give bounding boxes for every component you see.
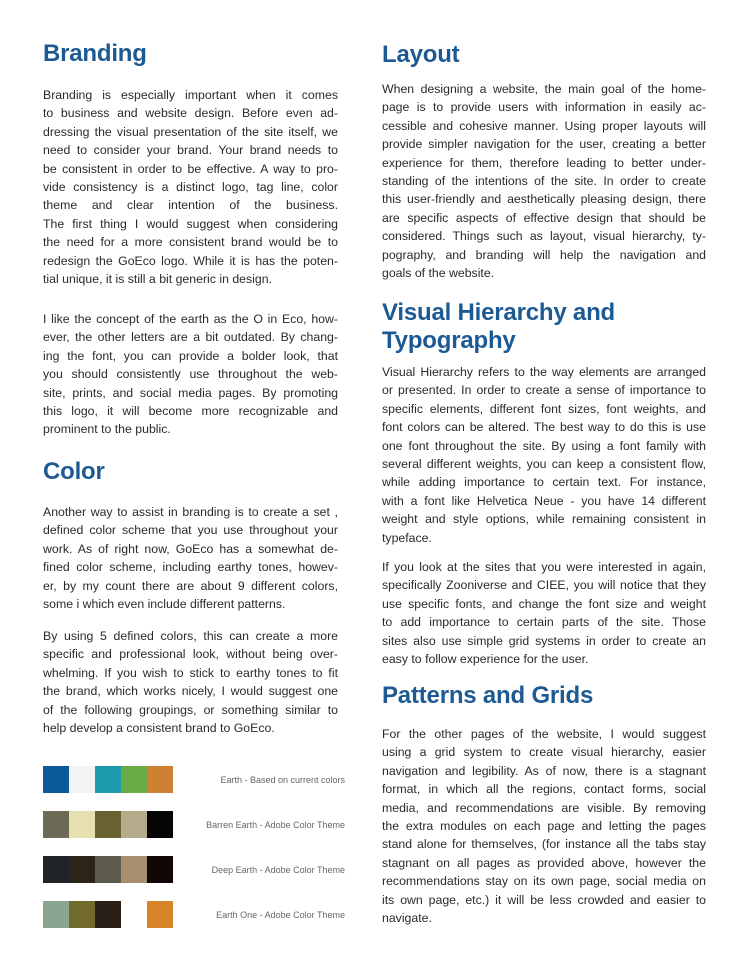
text-line: specific elements, different font sizes, font weights, and xyxy=(382,401,706,416)
text-line: cessible and cohesive manner. Using proper layouts will xyxy=(382,118,706,133)
text-line: this logo, it will become more recognizable and xyxy=(43,404,338,419)
branding-paragraph-2 xyxy=(43,310,338,439)
text-line: the brand, which works nicely, I would suggest one xyxy=(43,684,338,699)
color-swatch xyxy=(69,856,95,883)
text-line: media, and recommendations are visible. By removing xyxy=(382,800,706,815)
palette-label: Earth - Based on current colors xyxy=(220,774,345,785)
palette-label: Barren Earth - Adobe Color Theme xyxy=(206,819,345,830)
text-line: of the following groupings, or something similar to xyxy=(43,702,338,717)
text-line: the extra modules on each page and letting the pages xyxy=(382,819,706,834)
text-line: navigation and legibility. As of now, there is a stagnant xyxy=(382,763,706,778)
patterns-paragraph xyxy=(382,725,706,927)
color-swatch xyxy=(95,811,121,838)
palette-row xyxy=(43,856,345,883)
color-swatch xyxy=(147,901,173,928)
color-swatch xyxy=(43,856,69,883)
text-line: with a font like Helvetica Neue - you have 14 different xyxy=(382,493,706,508)
text-line: The first thing I would suggest when considering xyxy=(43,216,338,231)
text-line: several different weights, you can keep a consistent flow, xyxy=(382,457,706,472)
color-swatch xyxy=(147,766,173,793)
palette-row xyxy=(43,811,345,838)
text-line: By using 5 defined colors, this can create a more xyxy=(43,629,338,643)
color-paragraph-1 xyxy=(43,503,338,613)
palette-row xyxy=(43,766,345,793)
text-line: format, in which all the regions, contact forms, social xyxy=(382,782,706,797)
text-line: standing of the intentions of the site. In order to create xyxy=(382,174,706,189)
text-line: vide consistency is a distinct logo, tag line, color xyxy=(43,180,338,195)
text-line: font colors can be altered. The best way to do this is use xyxy=(382,420,706,435)
hierarchy-paragraph-1 xyxy=(382,363,706,547)
text-line: defined color scheme that you use throughout your xyxy=(43,523,338,538)
text-line: prominent to the public. xyxy=(43,422,171,437)
layout-heading: Layout xyxy=(382,41,460,68)
text-line: typeface. xyxy=(382,530,432,545)
color-swatch xyxy=(121,856,147,883)
text-line: some i which even include different patterns. xyxy=(43,597,286,612)
text-line: site, prints, and social media pages. By promoting xyxy=(43,385,338,400)
text-line: stagnant on all pages as provided above, however the xyxy=(382,855,706,870)
text-line: or presented. In order to create a sense of importance to xyxy=(382,383,706,398)
palette-label: Earth One - Adobe Color Theme xyxy=(216,909,345,920)
text-line: When designing a website, the main goal of the home- xyxy=(382,82,706,96)
color-swatch xyxy=(95,766,121,793)
text-line: If you look at the sites that you were interested in again, xyxy=(382,560,706,574)
color-swatch xyxy=(69,901,95,928)
text-line: I like the concept of the earth as the O in Eco, how- xyxy=(43,312,338,326)
palette-row xyxy=(43,901,345,928)
color-swatch xyxy=(69,811,95,838)
text-line: goals of the website. xyxy=(382,266,495,281)
text-line: er, by my count there are about 9 different colors, xyxy=(43,578,338,593)
text-line: dressing the visual presentation of the site itself, we xyxy=(43,124,338,139)
color-swatch xyxy=(43,901,69,928)
text-line: are specific aspects of effective design that should be xyxy=(382,210,706,225)
text-line: you should consistently use throughout the web- xyxy=(43,367,338,382)
palette-label: Deep Earth - Adobe Color Theme xyxy=(211,864,345,875)
text-line: recommendations stay on its own page, social media on xyxy=(382,874,706,889)
hierarchy-heading-line-2: Typography xyxy=(382,327,516,354)
text-line: the need for a more consistent brand would be to xyxy=(43,235,338,250)
color-swatch xyxy=(147,856,173,883)
text-line: ing the font, you can provide a bolder look, that xyxy=(43,348,338,363)
color-swatch xyxy=(147,811,173,838)
text-line: its own page, etc.) it will be less crowded and easier to xyxy=(382,892,706,907)
text-line: to business and website design. Before even ad- xyxy=(43,106,338,121)
text-line: Branding is especially important when it comes xyxy=(43,88,338,102)
text-line: be consistent in order to be effective. A way to pro- xyxy=(43,161,338,176)
text-line: For the other pages of the website, I would suggest xyxy=(382,727,706,741)
text-line: while adding importance to certain text. For instance, xyxy=(382,475,706,490)
text-line: easy to follow experience for the user. xyxy=(382,652,589,667)
text-line: using a grid system to create visual hierarchy, easier xyxy=(382,745,706,760)
text-line: need to consider your brand. Your brand needs to xyxy=(43,143,338,158)
layout-paragraph xyxy=(382,80,706,282)
color-swatch xyxy=(95,901,121,928)
text-line: help develop a consistent brand to GoEco. xyxy=(43,721,275,736)
text-line: one font throughout the site. By using a font family with xyxy=(382,438,706,453)
text-line: tial unique, it is still a bit generic in design. xyxy=(43,272,272,287)
text-line: pography, and branding will help the navigation and xyxy=(382,247,706,262)
color-swatch xyxy=(43,766,69,793)
text-line: fined color scheme, including earthy tones, howev- xyxy=(43,560,338,575)
text-line: stand alone for themselves, (for instance all the tabs stay xyxy=(382,837,706,852)
text-line: use specific fonts, and change the font size and weight xyxy=(382,596,706,611)
text-line: page is to provide users with information in easily ac- xyxy=(382,100,706,115)
color-swatch xyxy=(121,901,147,928)
text-line: experience for them, therefore leading to better under- xyxy=(382,155,706,170)
color-paragraph-2 xyxy=(43,627,338,737)
color-swatch xyxy=(43,811,69,838)
text-line: redesign the GoEco logo. While it is has the poten- xyxy=(43,253,338,268)
text-line: theme and clear intention of the business. xyxy=(43,198,338,213)
hierarchy-paragraph-2 xyxy=(382,558,706,668)
text-line: considered. Things such as layout, visual hierarchy, ty- xyxy=(382,229,706,244)
text-line: ever, the other letters are a bit outdated. By chang- xyxy=(43,330,338,345)
text-line: specifically Zooniverse and CIEE, you will notice that they xyxy=(382,578,706,593)
hierarchy-heading-line-1: Visual Hierarchy and xyxy=(382,299,616,326)
color-heading: Color xyxy=(43,458,105,485)
branding-paragraph-1 xyxy=(43,86,338,288)
color-swatch xyxy=(95,856,121,883)
text-line: weight and style options, while remaining consistent in xyxy=(382,512,706,527)
patterns-heading: Patterns and Grids xyxy=(382,682,594,709)
text-line: to add importance to certain parts of the site. Those xyxy=(382,615,706,630)
text-line: Visual Hierarchy refers to the way elements are arranged xyxy=(382,365,706,379)
color-swatch xyxy=(121,811,147,838)
text-line: Another way to assist in branding is to create a set , xyxy=(43,505,338,519)
text-line: whelming. If you wish to stick to earthy tones to fit xyxy=(43,665,338,680)
text-line: sites also use simple grid systems in order to create an xyxy=(382,633,706,648)
color-swatch xyxy=(69,766,95,793)
text-line: work. As of right now, GoEco has a somewhat de- xyxy=(43,541,338,556)
text-line: this user-friendly and aesthetically pleasing design, there xyxy=(382,192,706,207)
text-line: navigate. xyxy=(382,911,432,926)
branding-heading: Branding xyxy=(43,40,147,67)
text-line: specific and professional look, without being over- xyxy=(43,647,338,662)
color-swatch xyxy=(121,766,147,793)
text-line: provide simpler navigation for the user, creating a better xyxy=(382,137,706,152)
hierarchy-heading xyxy=(382,299,615,355)
